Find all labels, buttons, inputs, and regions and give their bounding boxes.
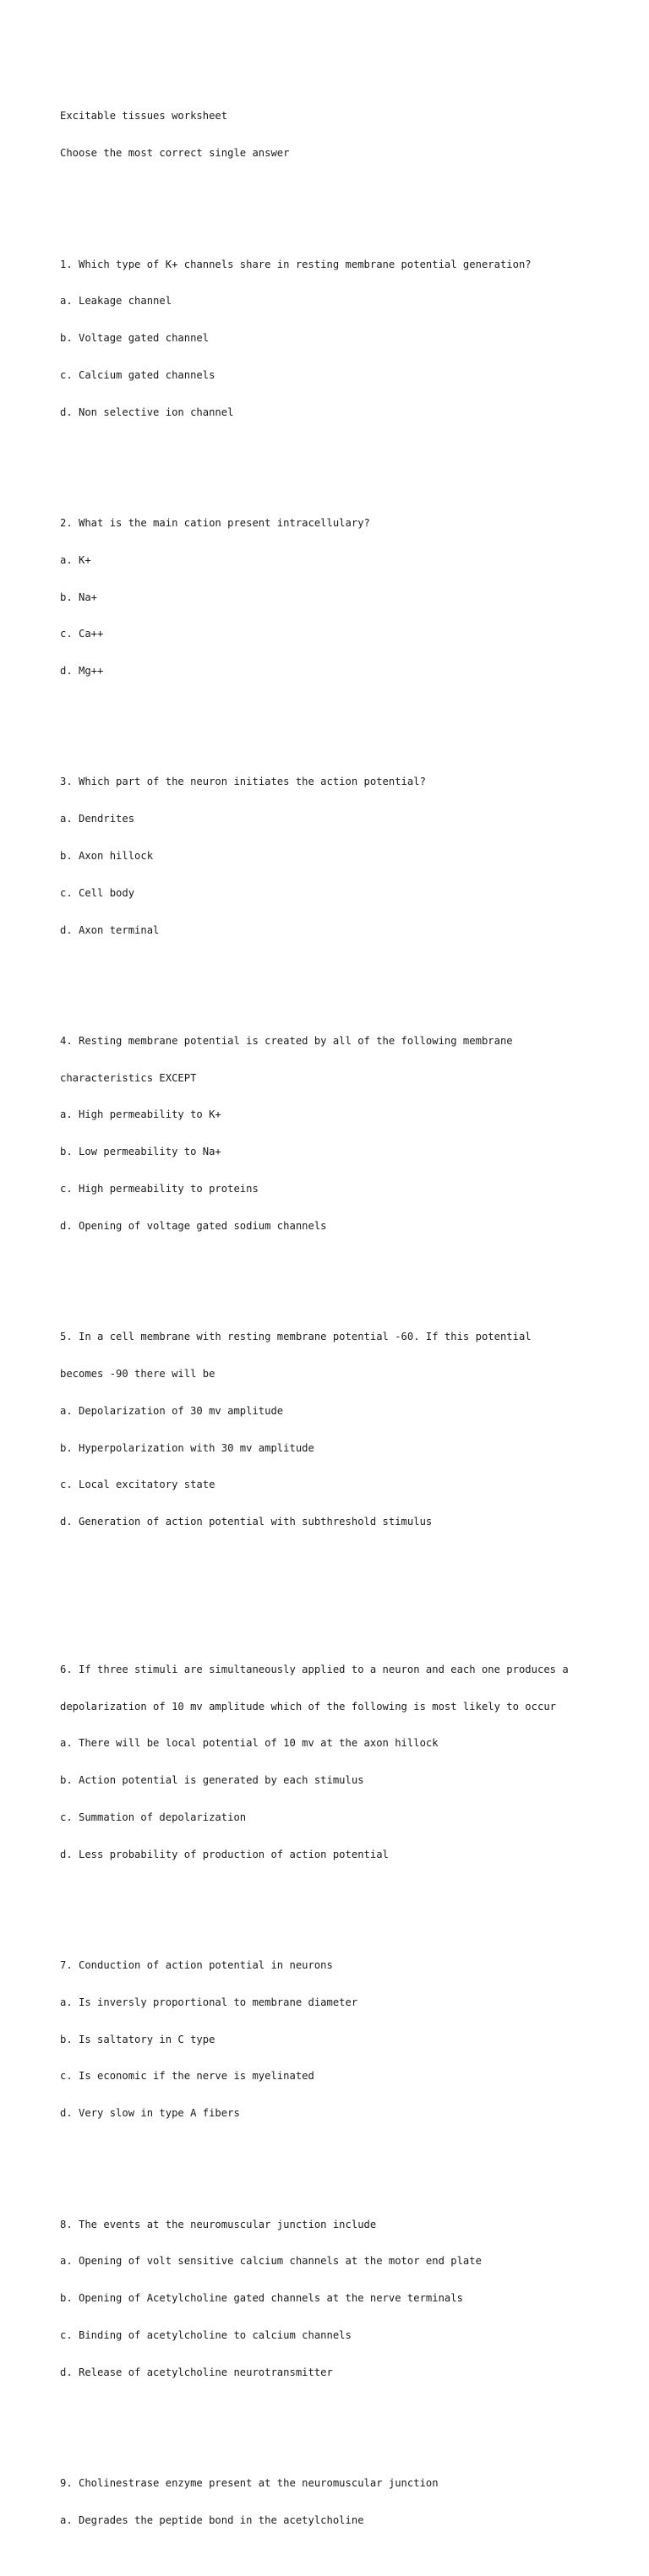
answer-option-d: d. Axon terminal (60, 923, 160, 936)
answer-option-b: b. Voltage gated channel (60, 332, 210, 345)
question-stem: 1. Which type of K+ channels share in resting membrane potential generation? (60, 258, 532, 270)
answer-option-c: c. Is economic if the nerve is myelinated (60, 2070, 314, 2083)
question-stem: 9. Cholinestrase enzyme present at the neuromuscular junction (60, 2477, 439, 2489)
answer-option-d: d. Non selective ion channel (60, 406, 234, 418)
answer-option-a: a. Depolarization of 30 mv amplitude (60, 1404, 284, 1417)
question-stem-continued: depolarization of 10 mv amplitude which of the following is most likely to occur (60, 1700, 556, 1713)
answer-option-a: a. Opening of volt sensitive calcium channels at the motor end plate (60, 2255, 482, 2268)
question-5 (60, 1306, 643, 1553)
answer-option-b: b. Hyperpolarization with 30 mv amplitude (60, 1441, 314, 1454)
question-stem-continued: becomes -90 there will be (60, 1367, 215, 1380)
question-9 (60, 2453, 643, 2551)
worksheet-page (60, 61, 643, 2576)
answer-option-d: d. Release of acetylcholine neurotransmitter (60, 2366, 333, 2378)
answer-option-c: c. High permeability to proteins (60, 1183, 259, 1195)
answer-option-c: c. Cell body (60, 886, 135, 899)
answer-option-b: b. Opening of Acetylcholine gated channels at the nerve terminals (60, 2292, 463, 2305)
question-stem: 7. Conduction of action potential in neurons (60, 1959, 333, 1972)
answer-option-d: d. Mg++ (60, 665, 104, 678)
answer-option-d: d. Opening of voltage gated sodium channels (60, 1219, 327, 1232)
answer-option-a: a. Degrades the peptide bond in the acetylcholine (60, 2513, 364, 2526)
answer-option-b: b. Is saltatory in C type (60, 2033, 215, 2045)
question-4 (60, 1010, 643, 1257)
question-1 (60, 233, 643, 443)
question-stem: 5. In a cell membrane with resting membrane potential -60. If this potential (60, 1331, 532, 1343)
question-7 (60, 1935, 643, 2144)
worksheet-title: Excitable tissues worksheet (60, 110, 228, 123)
question-stem: 2. What is the main cation present intracellulary? (60, 516, 370, 529)
question-6 (60, 1639, 643, 1886)
answer-option-b: b. Na+ (60, 591, 98, 603)
worksheet-instructions: Choose the most correct single answer (60, 147, 290, 160)
answer-option-d: d. Less probability of production of action potential (60, 1848, 389, 1860)
answer-option-a: a. K+ (60, 553, 91, 566)
answer-option-d: d. Generation of action potential with subthreshold stimulus (60, 1516, 433, 1528)
answer-option-c: c. Summation of depolarization (60, 1811, 247, 1823)
worksheet-header (60, 85, 643, 184)
answer-option-a: a. Leakage channel (60, 295, 172, 308)
question-8 (60, 2193, 643, 2403)
answer-option-d: d. Very slow in type A fibers (60, 2107, 240, 2120)
answer-option-b: b. Action potential is generated by each stimulus (60, 1774, 364, 1787)
answer-option-b: b. Axon hillock (60, 850, 154, 862)
answer-option-a: a. There will be local potential of 10 mv at the axon hillock (60, 1737, 439, 1750)
answer-option-c: c. Ca++ (60, 628, 104, 640)
answer-option-a: a. Dendrites (60, 813, 135, 825)
answer-option-a: a. High permeability to K+ (60, 1108, 221, 1121)
question-2 (60, 493, 643, 702)
question-stem-continued: characteristics EXCEPT (60, 1071, 197, 1084)
answer-option-c: c. Calcium gated channels (60, 368, 215, 381)
question-stem: 8. The events at the neuromuscular junction include (60, 2218, 377, 2230)
answer-option-a: a. Is inversly proportional to membrane diameter (60, 1996, 358, 2008)
question-3 (60, 751, 643, 961)
question-stem: 3. Which part of the neuron initiates the action potential? (60, 776, 426, 788)
answer-option-b: b. Low permeability to Na+ (60, 1146, 221, 1158)
question-stem: 6. If three stimuli are simultaneously applied to a neuron and each one produces a (60, 1663, 569, 1675)
answer-option-c: c. Binding of acetylcholine to calcium channels (60, 2328, 352, 2341)
answer-option-c: c. Local excitatory state (60, 1479, 215, 1491)
question-stem: 4. Resting membrane potential is created by all of the following membrane (60, 1034, 513, 1047)
